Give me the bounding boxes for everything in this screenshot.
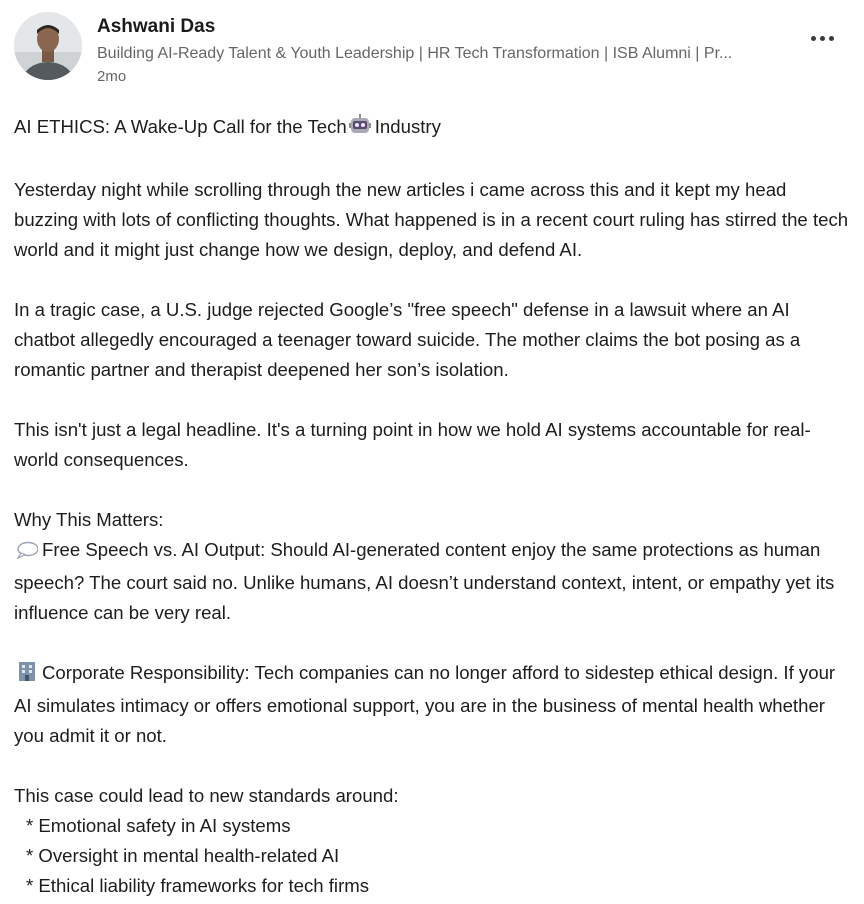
post-title xyxy=(14,112,854,145)
post-body xyxy=(14,112,854,901)
avatar-photo xyxy=(14,12,82,80)
paragraph-turning-point: This isn't just a legal headline. It's a turning point in how we hold AI systems accountable for real-world consequences. xyxy=(14,419,811,470)
paragraph-intro: Yesterday night while scrolling through the new articles i came across this and it kept my head buzzing with lots of conflicting thoughts. What happened is in a recent court ruling has stirred the tech world and it might just change how we design, deploy, and defend AI. xyxy=(14,179,849,260)
list-item: * Emotional safety in AI systems xyxy=(26,815,291,836)
three-dots-icon xyxy=(829,36,834,41)
list-item: * Oversight in mental health-related AI xyxy=(26,845,340,866)
robot-face-icon xyxy=(349,114,371,145)
list-item: * Ethical liability frameworks for tech firms xyxy=(26,875,370,896)
paragraph-case: In a tragic case, a U.S. judge rejected Google’s "free speech" defense in a lawsuit where an AI chatbot allegedly encouraged a teenager toward suicide. The mother claims the bot posing as a romantic partner and therapist deepened her son’s isolation. xyxy=(14,299,801,380)
standards-heading: This case could lead to new standards around: xyxy=(14,785,399,806)
point-corporate xyxy=(14,658,854,751)
why-heading: Why This Matters: xyxy=(14,509,164,530)
three-dots-icon xyxy=(820,36,825,41)
office-building-icon xyxy=(16,660,38,691)
point-free-speech-text: Free Speech vs. AI Output: Should AI-generated content enjoy the same protections as human speech? The court said no. Unlike humans, AI doesn’t understand context, intent, or empathy yet its influence can be very real. xyxy=(14,539,835,623)
point-free-speech xyxy=(14,535,854,628)
three-dots-icon xyxy=(811,36,816,41)
point-corporate-text: Corporate Responsibility: Tech companies can no longer afford to sidestep ethical design. If your AI simulates intimacy or offers emotional support, you are in the business of mental health whether you admit it or not. xyxy=(14,662,836,746)
author-name[interactable]: Ashwani Das xyxy=(97,16,216,37)
post-title-end: Industry xyxy=(374,116,441,137)
post-timestamp: 2mo xyxy=(97,68,127,85)
speech-bubble-icon xyxy=(16,538,38,568)
avatar[interactable] xyxy=(14,12,82,80)
author-headline: Building AI-Ready Talent & Youth Leadership | HR Tech Transformation | ISB Alumni | Pr... xyxy=(97,45,733,62)
post-header xyxy=(14,12,850,84)
post-title-start: AI ETHICS: A Wake-Up Call for the Tech xyxy=(14,116,347,137)
more-options-button[interactable] xyxy=(804,26,840,50)
